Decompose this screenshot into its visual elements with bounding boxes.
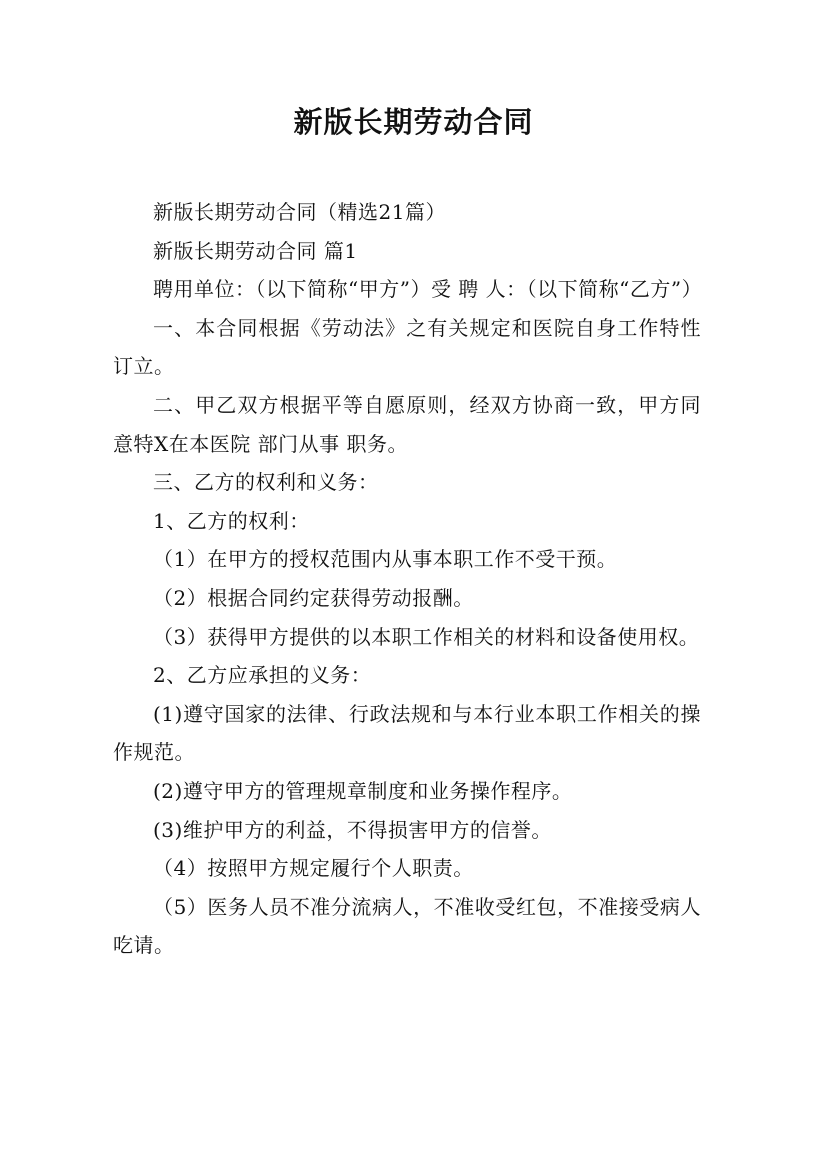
paragraph-clause-2: 二、甲乙双方根据平等自愿原则，经双方协商一致，甲方同意特X在本医院 部门从事 职务。	[113, 392, 701, 456]
paragraph-duty-4: （4）按照甲方规定履行个人职责。	[153, 856, 474, 881]
paragraph-clause-1: 一、本合同根据《劳动法》之有关规定和医院自身工作特性订立。	[113, 315, 701, 379]
paragraph-duty-5: （5）医务人员不准分流病人，不准收受红包，不准接受病人吃请。	[113, 894, 701, 958]
paragraph-chapter-heading: 新版长期劳动合同 篇1	[153, 238, 358, 263]
paragraph-duties-heading: 2、乙方应承担的义务：	[153, 663, 372, 688]
paragraph-right-3: （3）获得甲方提供的以本职工作相关的材料和设备使用权。	[153, 624, 700, 649]
paragraph-rights-heading: 1、乙方的权利：	[153, 508, 310, 533]
paragraph-duty-2: (2)遵守甲方的管理规章制度和业务操作程序。	[153, 778, 573, 803]
paragraph-parties: 聘用单位：（以下简称“甲方”）受 聘 人：（以下简称“乙方”）	[153, 277, 703, 302]
paragraph-subtitle: 新版长期劳动合同（精选21篇）	[153, 200, 446, 224]
paragraph-duty-3: (3)维护甲方的利益，不得损害甲方的信誉。	[153, 817, 552, 842]
document-body	[113, 193, 701, 965]
paragraph-right-1: （1）在甲方的授权范围内从事本职工作不受干预。	[153, 547, 618, 572]
paragraph-clause-3-heading: 三、乙方的权利和义务：	[153, 470, 379, 495]
document-title: 新版长期劳动合同	[293, 105, 534, 139]
paragraph-duty-1: (1)遵守国家的法律、行政法规和与本行业本职工作相关的操作规范。	[113, 701, 701, 765]
paragraph-right-2: （2）根据合同约定获得劳动报酬。	[153, 585, 474, 610]
